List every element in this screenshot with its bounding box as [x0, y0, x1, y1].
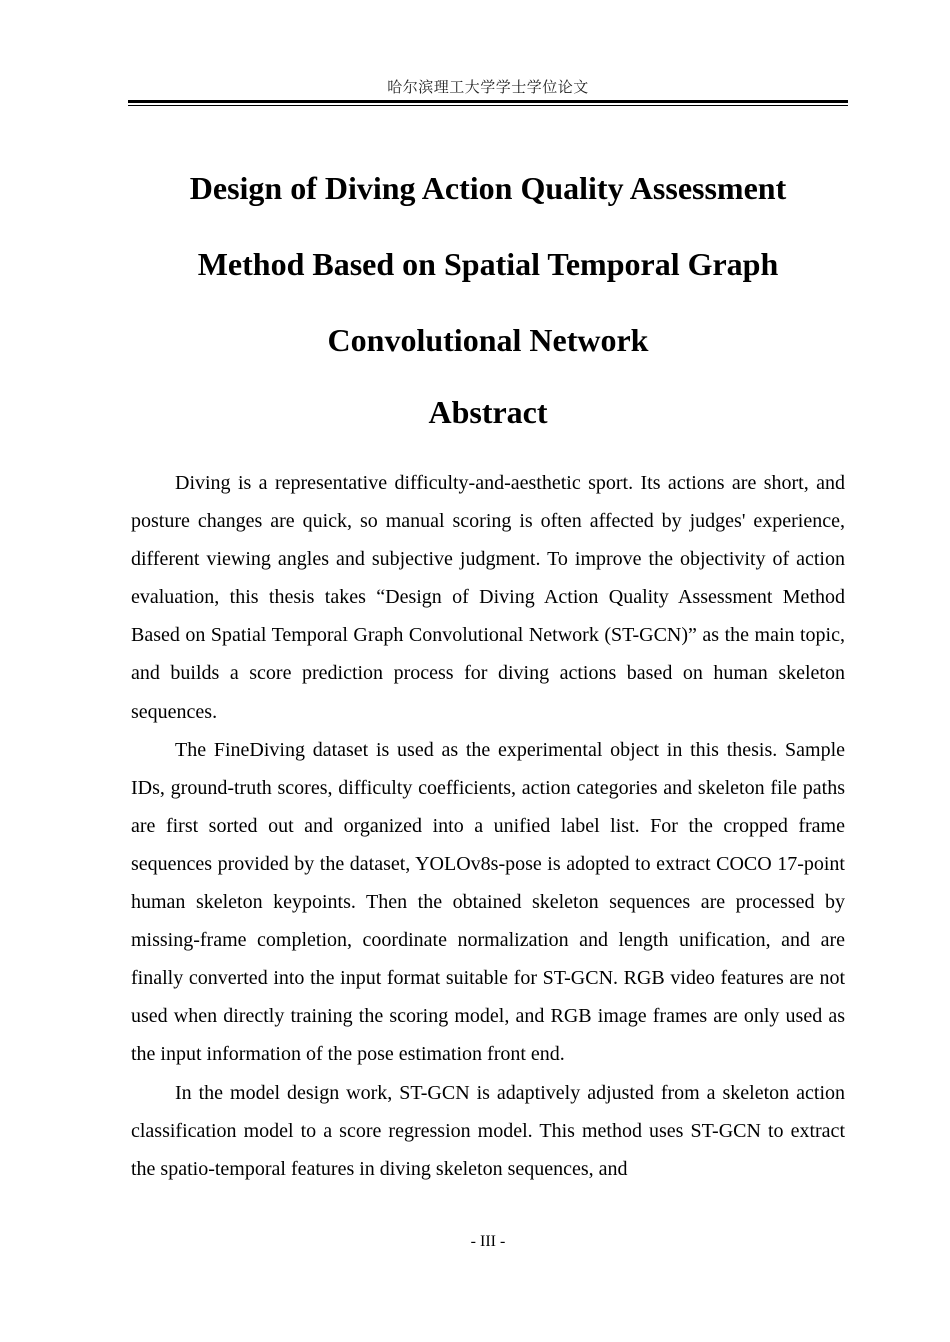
page-number: - III -: [470, 1233, 506, 1250]
running-header: 哈尔滨理工大学学士学位论文: [387, 80, 589, 96]
header-rule: [128, 100, 848, 103]
title-line: Convolutional Network: [327, 322, 649, 358]
title-line: Design of Diving Action Quality Assessment: [189, 170, 787, 206]
abstract-paragraph: In the model design work, ST-GCN is adaptively adjusted from a skeleton action classification model to a score regression model. This method uses ST-GCN to extract the spatio-temporal features in diving skeleton sequences, and: [131, 1081, 845, 1180]
abstract-heading: Abstract: [428, 394, 548, 430]
thesis-title: [128, 150, 848, 378]
abstract-body: [131, 464, 845, 1188]
title-line: Method Based on Spatial Temporal Graph: [197, 246, 779, 282]
abstract-paragraph: Diving is a representative difficulty-and-aesthetic sport. Its actions are short, and posture changes are quick, so manual scoring is often affected by judges' experience, different viewing angles and subjective judgment. To improve the objectivity of action evaluation, this thesis takes “Design of Diving Action Quality Assessment Method Based on Spatial Temporal Graph Convolutional Network (ST-GCN)” as the main topic, and builds a score prediction process for diving actions based on human skeleton sequences.: [131, 472, 845, 723]
header-rule-thin: [128, 105, 848, 106]
abstract-paragraph: The FineDiving dataset is used as the experimental object in this thesis. Sample IDs, ground-truth scores, difficulty coefficients, action categories and skeleton file paths are first sorted out and organized into a unified label list. For the cropped frame sequences provided by the dataset, YOLOv8s-pose is adopted to extract COCO 17-point human skeleton keypoints. Then the obtained skeleton sequences are processed by missing-frame completion, coordinate normalization and length unification, and are finally converted into the input format suitable for ST-GCN. RGB video features are not used when directly training the scoring model, and RGB image frames are only used as the input information of the pose estimation front end.: [131, 738, 845, 1066]
